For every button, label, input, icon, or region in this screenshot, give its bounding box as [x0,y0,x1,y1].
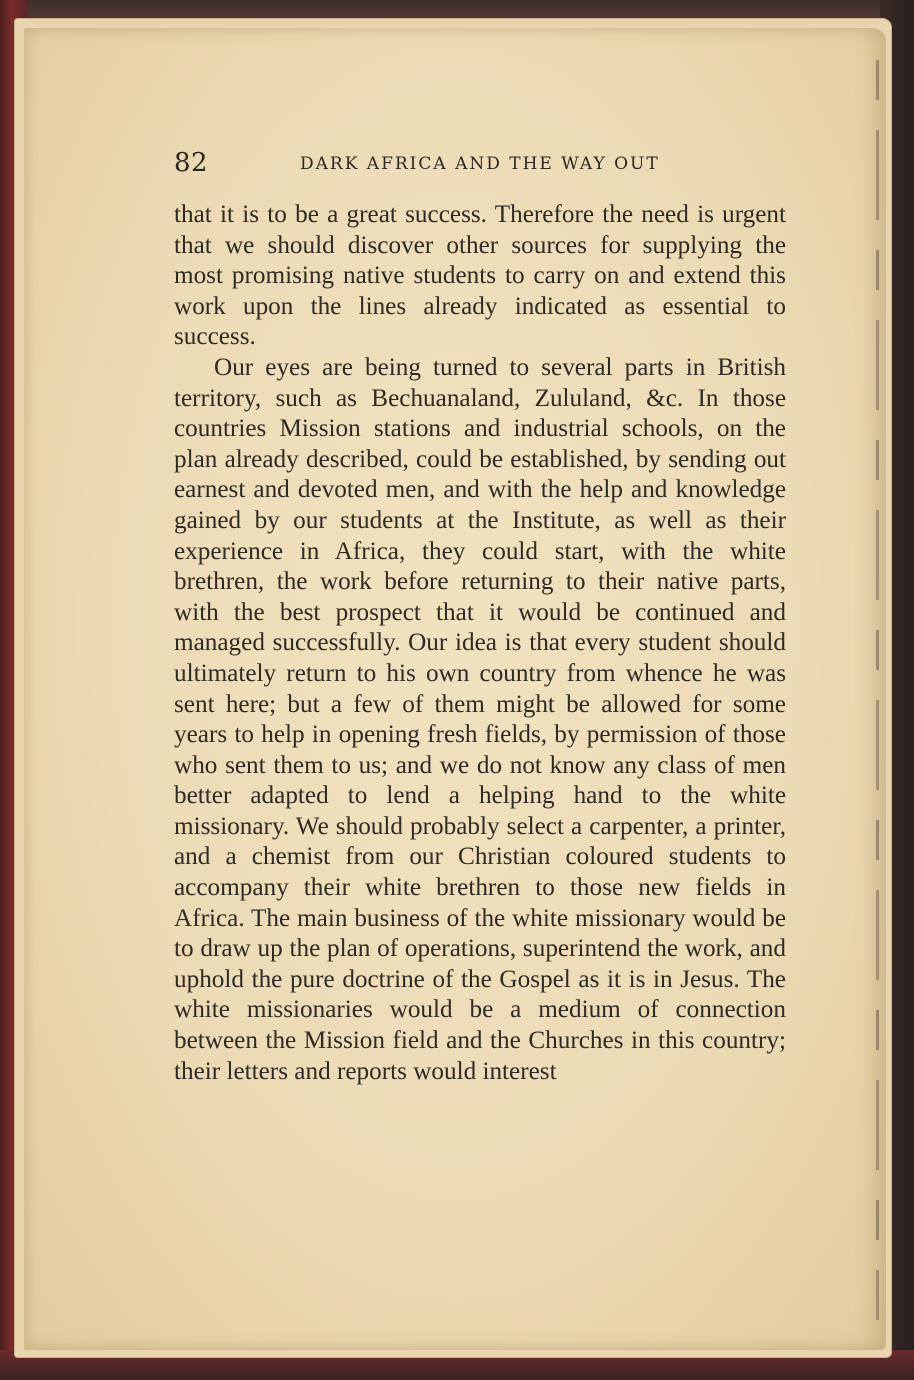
page-edge-shadow [876,60,879,1320]
page-header [174,148,784,184]
body-text [174,200,786,1087]
paragraph: Our eyes are being turned to several parts in British territory, such as Bechuanaland, Zululand, &c. In those countries Mission stations and industrial schools, on the plan already described, could be established, by sending out earnest and devoted men, and with the help and knowledge gained by our students at the Institute, as well as their experience in Africa, they could start, with the white brethren, the work before returning to their native parts, with the best prospect that it would be continued and managed successfully. Our idea is that every student should ultimately return to his own country from whence he was sent here; but a few of them might be allowed for some years to help in opening fresh fields, by permission of those who sent them to us; and we do not know any class of men better adapted to lend a helping hand to the white missionary. We should probably select a carpenter, a printer, and a chemist from our Christian coloured students to accompany their white brethren to those new fields in Africa. The main business of the white missionary would be to draw up the plan of operations, superintend the work, and uphold the pure doctrine of the Gospel as it is in Jesus. The white missionaries would be a medium of connection between the Mission field and the Churches in this country; their letters and reports would interest [174,353,786,1085]
running-head: DARK AFRICA AND THE WAY OUT [300,154,660,174]
paragraph-continuation: that it is to be a great success. Therefore the need is urgent that we should discover other sources for supplying the most promising native students to carry on and extend this work upon the lines already indicated as essential to success. [174,201,786,351]
page-number: 82 [174,148,209,178]
